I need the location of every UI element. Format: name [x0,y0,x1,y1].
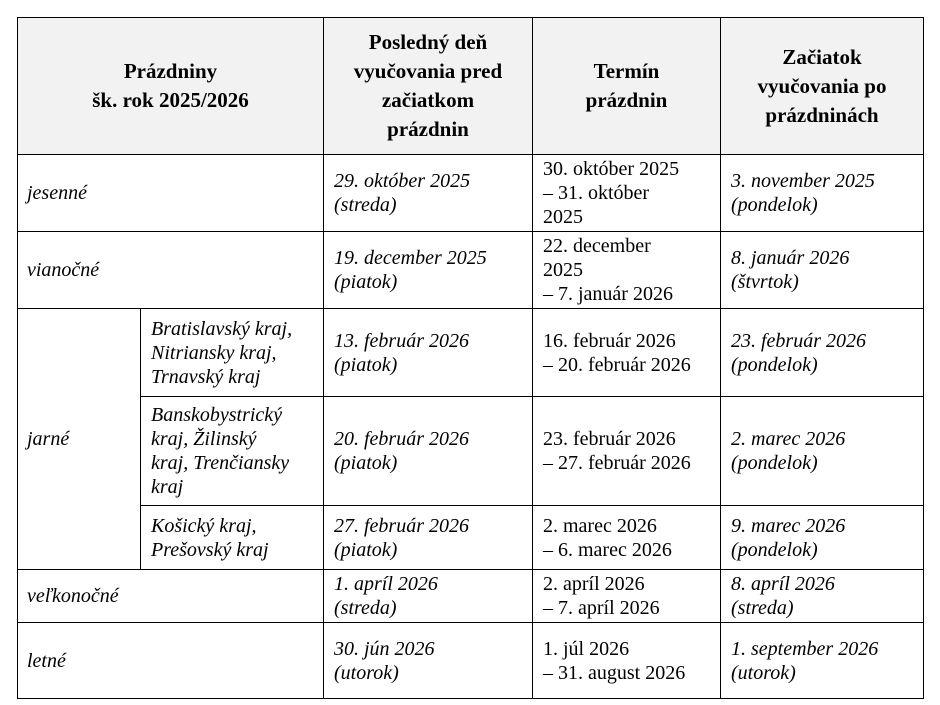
header-start: Začiatok vyučovania po prázdninách [721,18,924,155]
table-row-spring-3 [18,506,924,570]
term-cell: 1. júl 2026 – 31. august 2026 [533,623,721,699]
term-cell: 22. december 2025 – 7. január 2026 [533,232,721,309]
holiday-name: vianočné [18,232,324,309]
holiday-schedule-table [17,17,924,699]
start-cell: 8. január 2026 (štvrtok) [721,232,924,309]
table-row-christmas [18,232,924,309]
last-day-cell: 29. október 2025 (streda) [324,155,533,232]
header-holidays: Prázdniny šk. rok 2025/2026 [18,18,324,155]
table-row-autumn [18,155,924,232]
header-term: Termín prázdnin [533,18,721,155]
header-last-day: Posledný deň vyučovania pred začiatkom prázdnin [324,18,533,155]
region-cell: Bratislavský kraj, Nitriansky kraj, Trnavský kraj [141,309,324,397]
start-cell: 9. marec 2026 (pondelok) [721,506,924,570]
holiday-name: veľkonočné [18,570,324,623]
term-cell: 30. október 2025 – 31. október 2025 [533,155,721,232]
last-day-cell: 19. december 2025 (piatok) [324,232,533,309]
region-cell: Košický kraj, Prešovský kraj [141,506,324,570]
start-cell: 23. február 2026 (pondelok) [721,309,924,397]
start-cell: 1. september 2026 (utorok) [721,623,924,699]
last-day-cell: 27. február 2026 (piatok) [324,506,533,570]
start-cell: 8. apríl 2026 (streda) [721,570,924,623]
last-day-cell: 30. jún 2026 (utorok) [324,623,533,699]
last-day-cell: 20. február 2026 (piatok) [324,397,533,506]
region-cell: Banskobystrický kraj, Žilinský kraj, Trenčiansky kraj [141,397,324,506]
term-cell: 2. marec 2026 – 6. marec 2026 [533,506,721,570]
holiday-name: jesenné [18,155,324,232]
table-row-summer [18,623,924,699]
holiday-name: jarné [18,309,141,570]
start-cell: 3. november 2025 (pondelok) [721,155,924,232]
term-cell: 2. apríl 2026 – 7. apríl 2026 [533,570,721,623]
table-row-spring-2 [18,397,924,506]
term-cell: 16. február 2026 – 20. február 2026 [533,309,721,397]
holiday-name: letné [18,623,324,699]
last-day-cell: 1. apríl 2026 (streda) [324,570,533,623]
header-row [18,18,924,155]
last-day-cell: 13. február 2026 (piatok) [324,309,533,397]
table-row-spring-1 [18,309,924,397]
term-cell: 23. február 2026 – 27. február 2026 [533,397,721,506]
table-row-easter [18,570,924,623]
start-cell: 2. marec 2026 (pondelok) [721,397,924,506]
